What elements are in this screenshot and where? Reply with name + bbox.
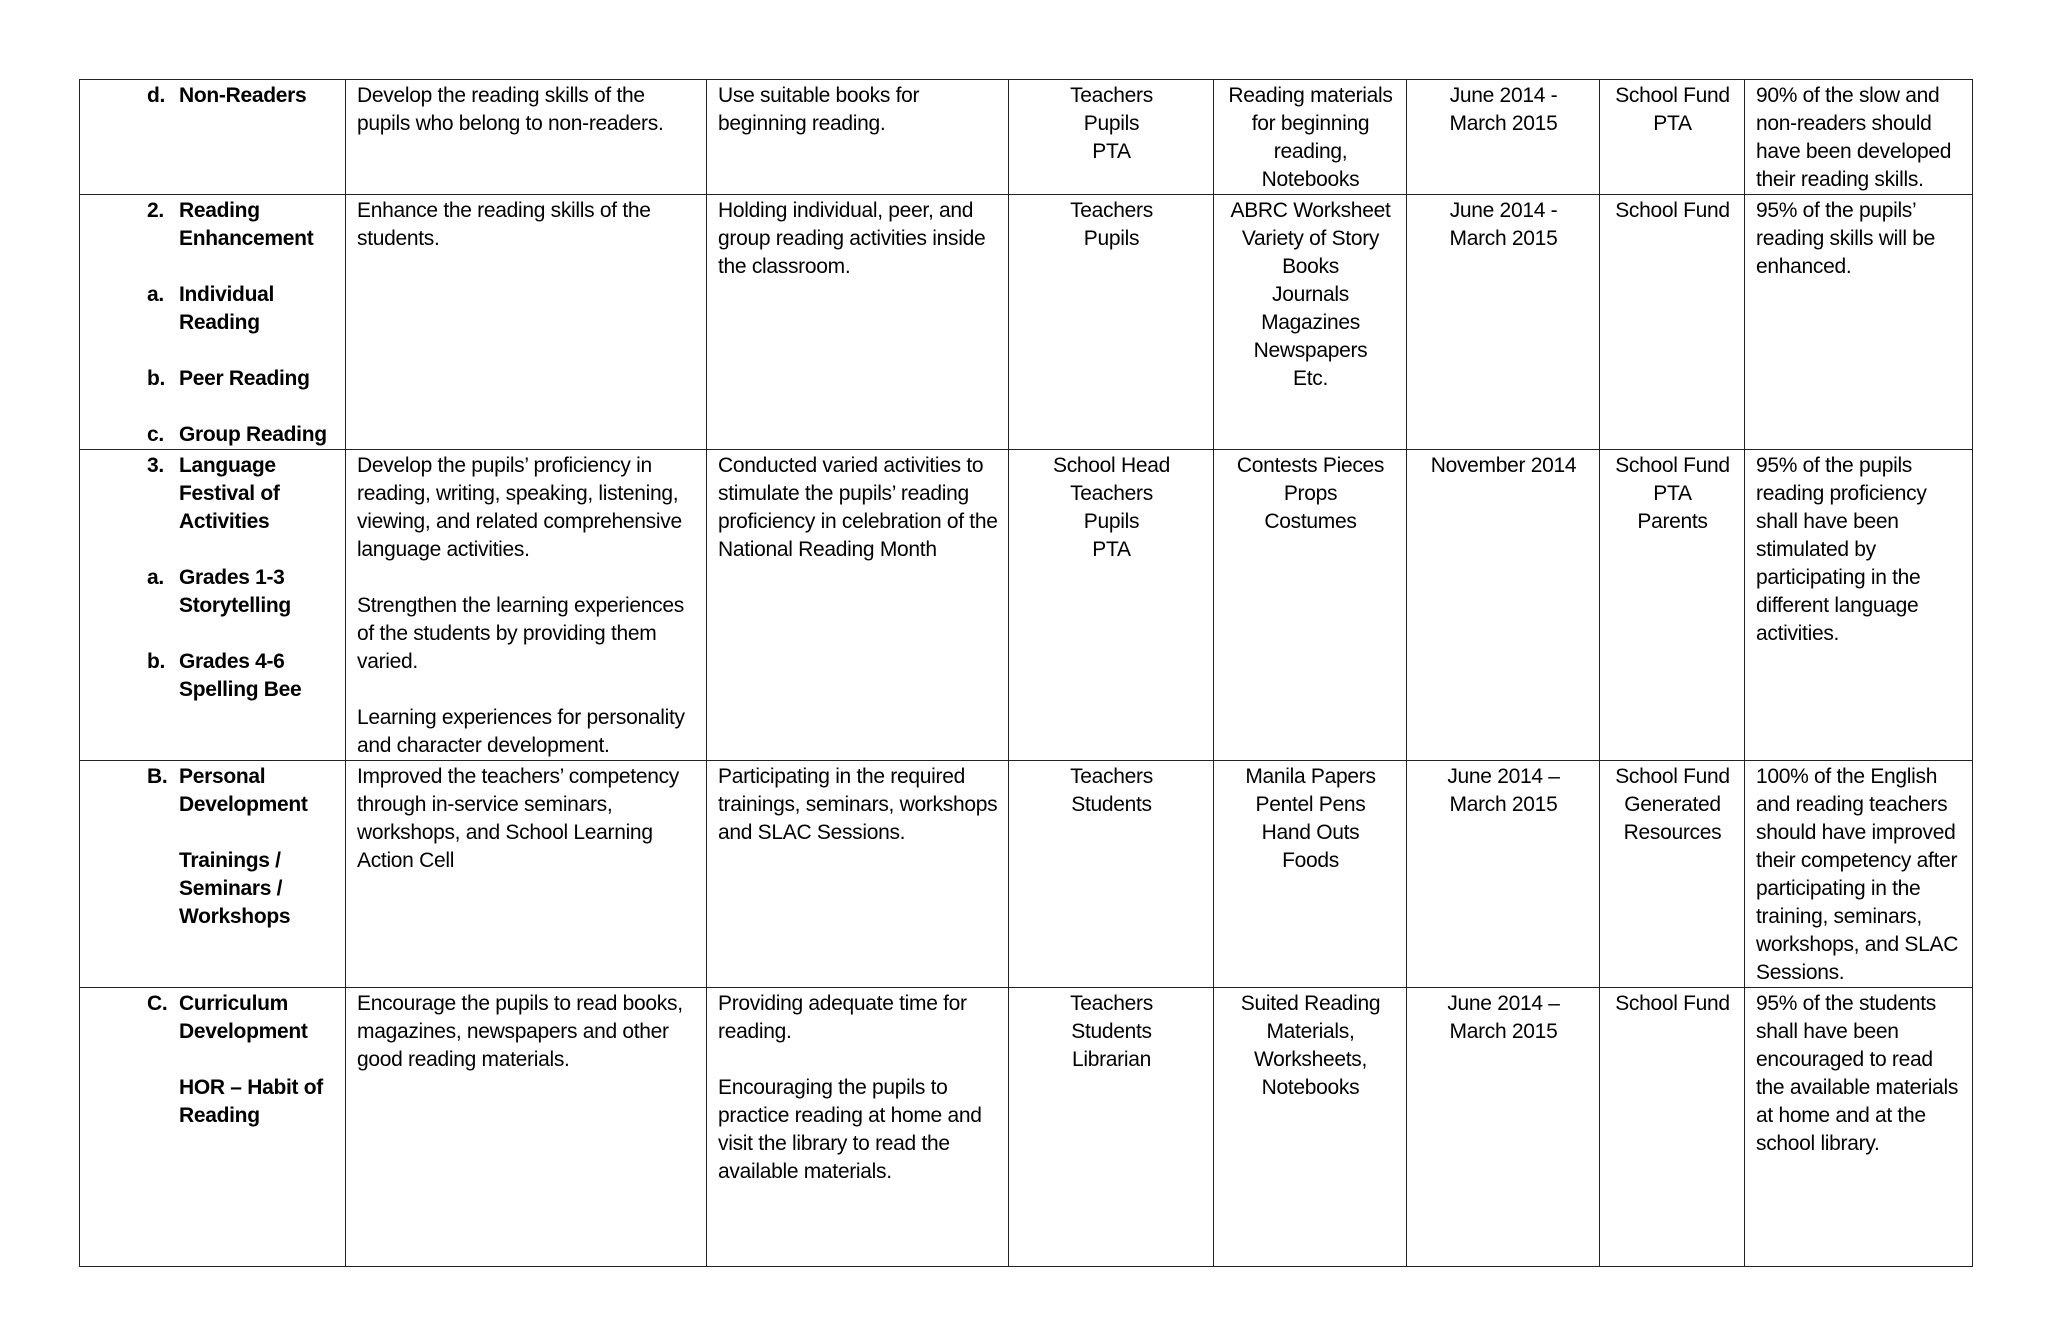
budget-cell-line: Resources bbox=[1623, 821, 1722, 844]
program-cell bbox=[80, 761, 346, 988]
spacer bbox=[357, 676, 696, 704]
spacer bbox=[91, 536, 335, 564]
budget-cell-line: School Fund bbox=[1615, 992, 1730, 1015]
program-item bbox=[91, 564, 335, 620]
resources-cell-line: Newspapers bbox=[1253, 339, 1368, 362]
budget-cell bbox=[1600, 80, 1745, 195]
strategy-cell bbox=[707, 80, 1009, 195]
spacer bbox=[91, 1046, 335, 1074]
resources-cell-line: Books bbox=[1282, 255, 1339, 278]
program-item bbox=[91, 1074, 335, 1130]
item-marker: 3. bbox=[147, 454, 164, 477]
persons-cell-line: Pupils bbox=[1083, 510, 1140, 533]
resources-cell-line: Reading materials bbox=[1228, 84, 1393, 107]
budget-cell-line: PTA bbox=[1653, 482, 1692, 505]
budget-cell-line: PTA bbox=[1653, 112, 1692, 135]
indicator-cell bbox=[1745, 988, 1973, 1267]
program-cell bbox=[80, 195, 346, 450]
item-marker: b. bbox=[147, 367, 166, 390]
time-frame-cell bbox=[1407, 761, 1600, 988]
item-label: Personal Development bbox=[179, 765, 308, 816]
resources-cell bbox=[1214, 450, 1407, 761]
time-frame-cell bbox=[1407, 80, 1600, 195]
spacer bbox=[91, 393, 335, 421]
table-row bbox=[80, 450, 1973, 761]
resources-cell-line: Foods bbox=[1282, 849, 1339, 872]
time-frame-cell bbox=[1407, 195, 1600, 450]
persons-cell-line: Teachers bbox=[1070, 765, 1153, 788]
strategy-cell bbox=[707, 988, 1009, 1267]
spacer bbox=[91, 253, 335, 281]
budget-cell bbox=[1600, 450, 1745, 761]
objective-cell-text: Improved the teachers’ competency through in-service seminars, workshops, and School Learning Action Cell bbox=[357, 765, 679, 872]
time-frame-cell-line: June 2014 – bbox=[1447, 765, 1560, 788]
item-label: Trainings / Seminars / Workshops bbox=[179, 849, 291, 928]
spacer bbox=[91, 620, 335, 648]
objective-cell bbox=[346, 80, 707, 195]
budget-cell bbox=[1600, 761, 1745, 988]
objective-cell bbox=[346, 450, 707, 761]
resources-cell-line: Hand Outs bbox=[1261, 821, 1360, 844]
resources-cell-line: Costumes bbox=[1264, 510, 1357, 533]
item-label: Grades 1-3 Storytelling bbox=[179, 566, 291, 617]
time-frame-cell-line: June 2014 - bbox=[1449, 84, 1558, 107]
time-frame-cell-line: June 2014 – bbox=[1447, 992, 1560, 1015]
objective-cell bbox=[346, 988, 707, 1267]
objective-cell-text: Develop the pupils’ proficiency in reading, writing, speaking, listening, viewing, and related comprehensive language activities. bbox=[357, 454, 682, 561]
item-label: Language Festival of Activities bbox=[179, 454, 280, 533]
persons-cell-line: Students bbox=[1071, 793, 1152, 816]
resources-cell-line: Notebooks bbox=[1261, 1076, 1360, 1099]
objective-cell bbox=[346, 195, 707, 450]
item-label: Group Reading bbox=[179, 423, 327, 446]
resources-cell-line: Notebooks bbox=[1261, 168, 1360, 191]
item-marker: a. bbox=[147, 566, 164, 589]
strategy-cell-text: Participating in the required trainings, seminars, workshops and SLAC Sessions. bbox=[718, 765, 998, 844]
persons-cell-line: PTA bbox=[1092, 538, 1131, 561]
resources-cell bbox=[1214, 195, 1407, 450]
budget-cell-line: Generated bbox=[1624, 793, 1721, 816]
indicator-text: 95% of the pupils reading proficiency shall have been stimulated by participating in the different language activities. bbox=[1756, 454, 1927, 645]
program-item bbox=[91, 847, 335, 931]
indicator-cell bbox=[1745, 80, 1973, 195]
persons-cell-line: School Head bbox=[1053, 454, 1170, 477]
persons-cell-line: PTA bbox=[1092, 140, 1131, 163]
resources-cell-line: Worksheets, bbox=[1253, 1048, 1368, 1071]
program-item bbox=[91, 452, 335, 536]
item-marker: c. bbox=[147, 423, 164, 446]
item-marker: b. bbox=[147, 650, 166, 673]
spacer bbox=[357, 564, 696, 592]
time-frame-cell-line: June 2014 - bbox=[1449, 199, 1558, 222]
resources-cell-line: Props bbox=[1283, 482, 1338, 505]
program-item bbox=[91, 365, 335, 393]
objective-cell-text: Develop the reading skills of the pupils who belong to non-readers. bbox=[357, 84, 664, 135]
persons-cell-line: Pupils bbox=[1083, 112, 1140, 135]
item-label: Reading Enhancement bbox=[179, 199, 314, 250]
budget-cell-line: Parents bbox=[1637, 510, 1708, 533]
persons-cell-line: Teachers bbox=[1070, 84, 1153, 107]
resources-cell-line: Pentel Pens bbox=[1255, 793, 1366, 816]
program-item bbox=[91, 421, 335, 449]
objective-cell bbox=[346, 761, 707, 988]
resources-cell bbox=[1214, 80, 1407, 195]
budget-cell-line: School Fund bbox=[1615, 454, 1730, 477]
program-item bbox=[91, 281, 335, 337]
table-row bbox=[80, 988, 1973, 1267]
persons-cell-line: Librarian bbox=[1071, 1048, 1151, 1071]
indicator-cell bbox=[1745, 761, 1973, 988]
time-frame-cell-line: November 2014 bbox=[1430, 454, 1577, 477]
program-item bbox=[91, 82, 335, 110]
persons-cell bbox=[1009, 80, 1214, 195]
budget-cell bbox=[1600, 988, 1745, 1267]
resources-cell-line: Variety of Story bbox=[1241, 227, 1380, 250]
strategy-cell bbox=[707, 761, 1009, 988]
program-cell bbox=[80, 988, 346, 1267]
time-frame-cell-line: March 2015 bbox=[1449, 227, 1558, 250]
persons-cell-line: Teachers bbox=[1070, 199, 1153, 222]
strategy-cell-text: Use suitable books for beginning reading. bbox=[718, 84, 920, 135]
time-frame-cell-line: March 2015 bbox=[1449, 1020, 1558, 1043]
program-item bbox=[91, 990, 335, 1046]
persons-cell-line: Pupils bbox=[1083, 227, 1140, 250]
strategy-cell bbox=[707, 450, 1009, 761]
indicator-text: 95% of the pupils’ reading skills will be enhanced. bbox=[1756, 199, 1935, 278]
spacer bbox=[91, 337, 335, 365]
table-row bbox=[80, 195, 1973, 450]
table-row bbox=[80, 761, 1973, 988]
program-cell bbox=[80, 80, 346, 195]
item-marker: a. bbox=[147, 283, 164, 306]
program-item bbox=[91, 648, 335, 704]
resources-cell bbox=[1214, 988, 1407, 1267]
indicator-text: 90% of the slow and non-readers should have been developed their reading skills. bbox=[1756, 84, 1952, 191]
time-frame-cell-line: March 2015 bbox=[1449, 793, 1558, 816]
resources-cell-line: reading, bbox=[1273, 140, 1348, 163]
objective-cell-text: Strengthen the learning experiences of the students by providing them varied. bbox=[357, 594, 684, 673]
resources-cell-line: Manila Papers bbox=[1245, 765, 1376, 788]
budget-cell-line: School Fund bbox=[1615, 765, 1730, 788]
strategy-cell-text: Providing adequate time for reading. bbox=[718, 992, 967, 1043]
spacer bbox=[718, 1046, 998, 1074]
time-frame-cell bbox=[1407, 988, 1600, 1267]
persons-cell-line: Teachers bbox=[1070, 482, 1153, 505]
program-item bbox=[91, 763, 335, 819]
resources-cell-line: Magazines bbox=[1261, 311, 1360, 334]
resources-cell-line: for beginning bbox=[1251, 112, 1370, 135]
item-label: Peer Reading bbox=[179, 367, 310, 390]
strategy-cell-text: Conducted varied activities to stimulate the pupils’ reading proficiency in celebration of the National Reading Month bbox=[718, 454, 998, 561]
persons-cell bbox=[1009, 761, 1214, 988]
persons-cell bbox=[1009, 195, 1214, 450]
item-marker: d. bbox=[147, 84, 166, 107]
indicator-cell bbox=[1745, 195, 1973, 450]
objective-cell-text: Enhance the reading skills of the students. bbox=[357, 199, 651, 250]
persons-cell-line: Teachers bbox=[1070, 992, 1153, 1015]
persons-cell-line: Students bbox=[1071, 1020, 1152, 1043]
item-label: Grades 4-6 Spelling Bee bbox=[179, 650, 302, 701]
indicator-cell bbox=[1745, 450, 1973, 761]
resources-cell-line: Suited Reading bbox=[1240, 992, 1381, 1015]
persons-cell bbox=[1009, 450, 1214, 761]
item-marker: C. bbox=[147, 992, 168, 1015]
table-body bbox=[80, 80, 1973, 1267]
objective-cell-text: Learning experiences for personality and character development. bbox=[357, 706, 685, 757]
item-label: Curriculum Development bbox=[179, 992, 308, 1043]
indicator-text: 100% of the English and reading teachers should have improved their competency after participating in the training, seminars, workshops, and SLAC Sessions. bbox=[1756, 765, 1959, 984]
resources-cell bbox=[1214, 761, 1407, 988]
item-label: Non-Readers bbox=[179, 84, 307, 107]
time-frame-cell-line: March 2015 bbox=[1449, 112, 1558, 135]
program-cell bbox=[80, 450, 346, 761]
resources-cell-line: Contests Pieces bbox=[1236, 454, 1385, 477]
resources-cell-line: Etc. bbox=[1293, 367, 1328, 390]
strategy-cell-text: Encouraging the pupils to practice reading at home and visit the library to read the available materials. bbox=[718, 1076, 982, 1183]
strategy-cell bbox=[707, 195, 1009, 450]
objective-cell-text: Encourage the pupils to read books, magazines, newspapers and other good reading materials. bbox=[357, 992, 683, 1071]
spacer bbox=[91, 819, 335, 847]
action-plan-table bbox=[79, 79, 1973, 1267]
item-marker: B. bbox=[147, 765, 168, 788]
indicator-text: 95% of the students shall have been encouraged to read the available materials at home and at the school library. bbox=[1756, 992, 1959, 1155]
budget-cell-line: School Fund bbox=[1615, 84, 1730, 107]
strategy-cell-text: Holding individual, peer, and group reading activities inside the classroom. bbox=[718, 199, 986, 278]
budget-cell bbox=[1600, 195, 1745, 450]
table-row bbox=[80, 80, 1973, 195]
item-label: Individual Reading bbox=[179, 283, 275, 334]
persons-cell bbox=[1009, 988, 1214, 1267]
resources-cell-line: Journals bbox=[1272, 283, 1349, 306]
resources-cell-line: ABRC Worksheet bbox=[1230, 199, 1391, 222]
budget-cell-line: School Fund bbox=[1615, 199, 1730, 222]
program-item bbox=[91, 197, 335, 253]
item-label: HOR – Habit of Reading bbox=[179, 1076, 323, 1127]
time-frame-cell bbox=[1407, 450, 1600, 761]
item-marker: 2. bbox=[147, 199, 164, 222]
resources-cell-line: Materials, bbox=[1266, 1020, 1355, 1043]
